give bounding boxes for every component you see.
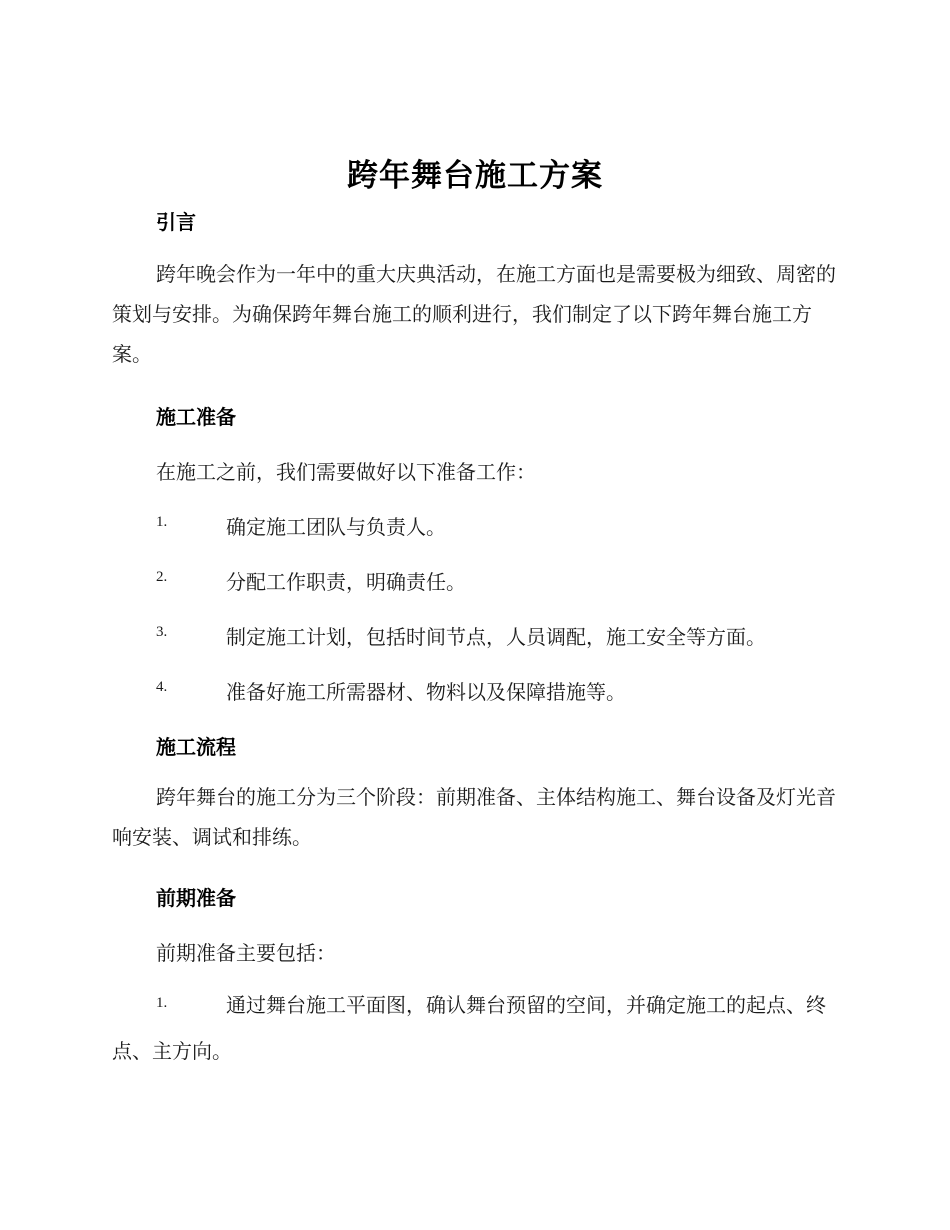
prep-lead: 在施工之前，我们需要做好以下准备工作：: [156, 460, 536, 484]
flow-heading: 施工流程: [156, 735, 236, 759]
list-item-text: 分配工作职责，明确责任。: [226, 570, 466, 594]
list-item-text: 准备好施工所需器材、物料以及保障措施等。: [226, 680, 626, 704]
list-item-number: 1.: [156, 514, 168, 530]
list-item-text: 通过舞台施工平面图，确认舞台预留的空间，并确定施工的起点、终点、主方向。: [112, 993, 826, 1063]
list-item-number: 2.: [156, 569, 168, 585]
list-item-number: 3.: [156, 624, 168, 640]
intro-heading: 引言: [156, 210, 196, 234]
list-item-text: 制定施工计划，包括时间节点，人员调配，施工安全等方面。: [226, 625, 766, 649]
list-item-text: 确定施工团队与负责人。: [226, 515, 446, 539]
early-heading: 前期准备: [156, 886, 236, 910]
list-item: [112, 992, 837, 1074]
list-item-number: 4.: [156, 679, 168, 695]
document-title: 跨年舞台施工方案: [347, 158, 603, 194]
early-lead: 前期准备主要包括：: [156, 941, 336, 965]
prep-heading: 施工准备: [156, 405, 236, 429]
intro-paragraph: 跨年晚会作为一年中的重大庆典活动，在施工方面也是需要极为细致、周密的策划与安排。为确保跨年舞台施工的顺利进行，我们制定了以下跨年舞台施工方案。: [112, 262, 836, 366]
list-item-number: 1.: [156, 995, 168, 1011]
flow-paragraph: 跨年舞台的施工分为三个阶段：前期准备、主体结构施工、舞台设备及灯光音响安装、调试和排练。: [112, 785, 836, 849]
